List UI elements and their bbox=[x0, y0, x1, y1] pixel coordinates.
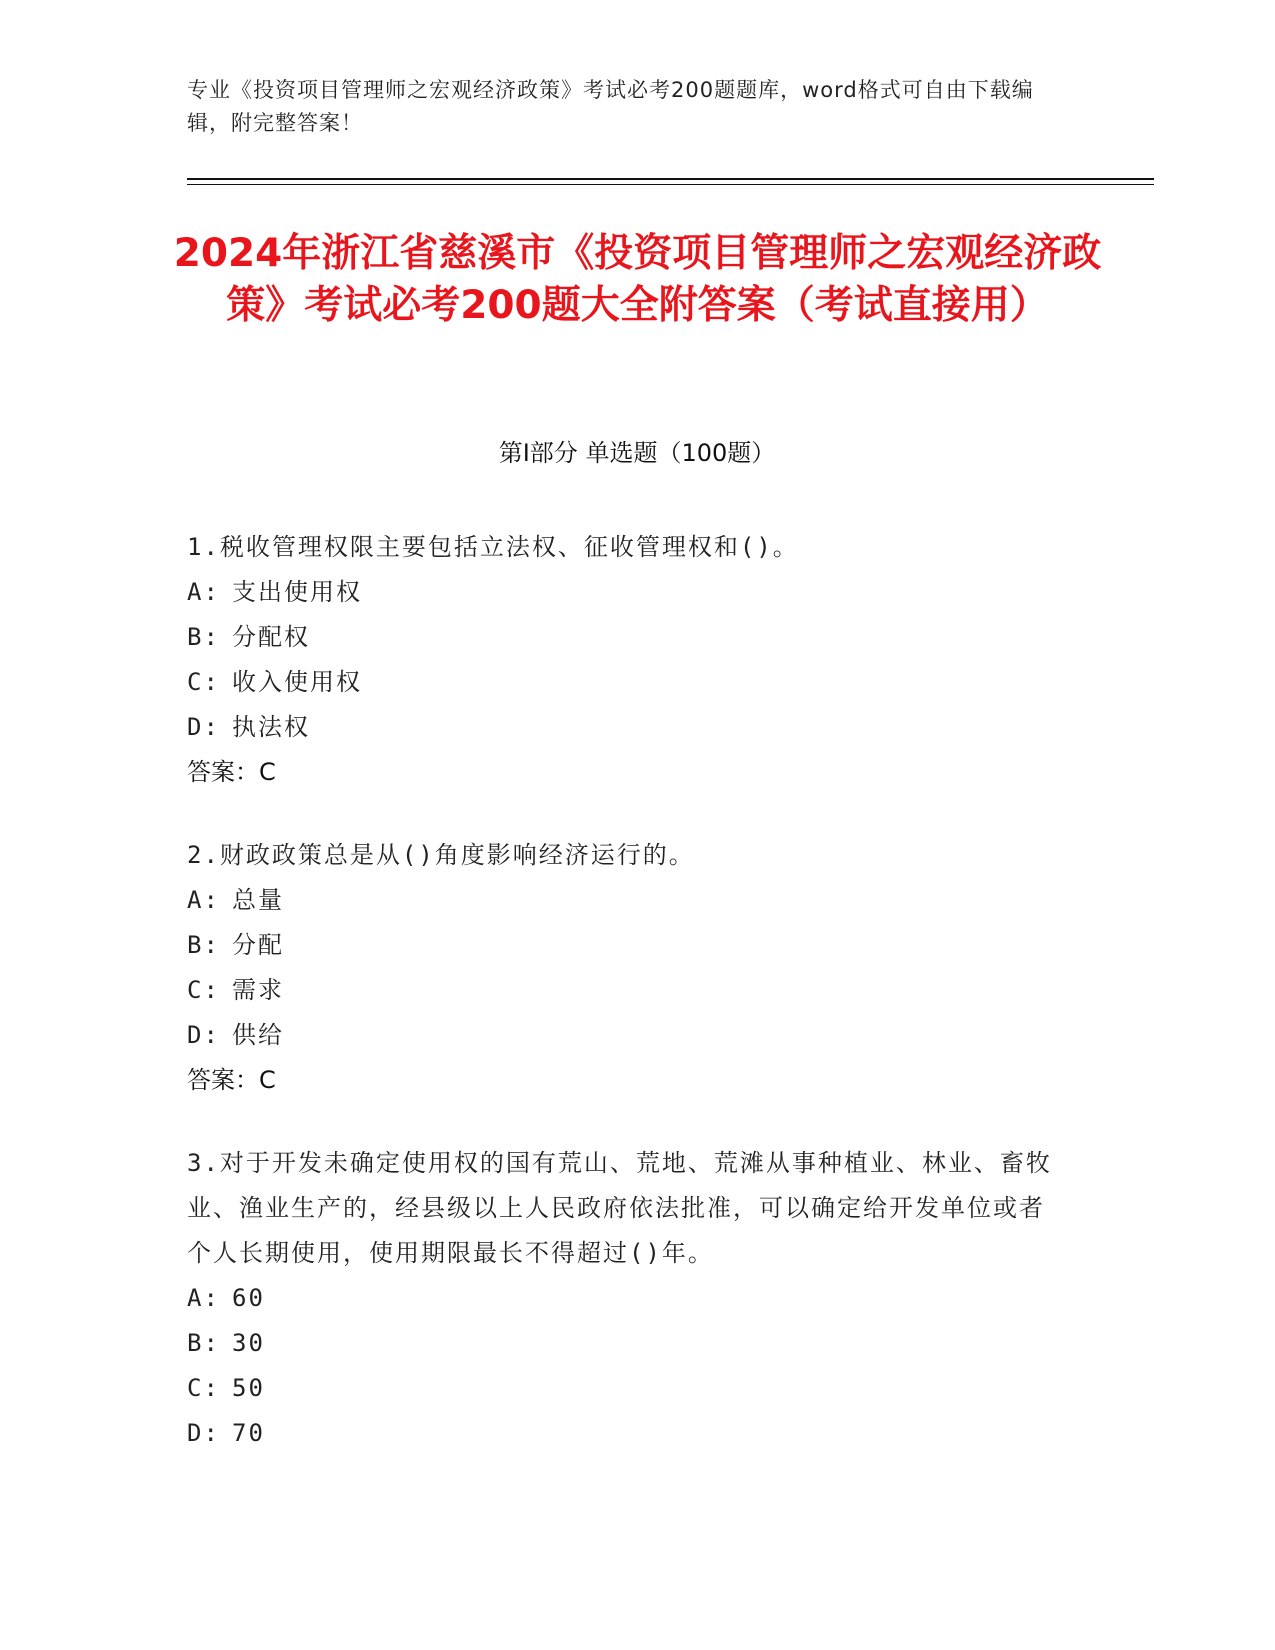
question-stem: 1.税收管理权限主要包括立法权、征收管理权和()。 bbox=[187, 533, 799, 561]
option-text: 支出使用权 bbox=[232, 578, 362, 606]
option-key: D: bbox=[187, 713, 220, 741]
option-text: 总量 bbox=[232, 886, 284, 914]
option-key: D: bbox=[187, 1021, 220, 1049]
header-divider-thin bbox=[187, 184, 1154, 185]
question-3 bbox=[187, 1141, 1067, 1456]
option-text: 供给 bbox=[232, 1021, 284, 1049]
option-b bbox=[187, 615, 1067, 660]
option-c bbox=[187, 1366, 1067, 1411]
option-c bbox=[187, 660, 1067, 705]
option-key: C: bbox=[187, 976, 220, 1004]
option-d bbox=[187, 1411, 1067, 1456]
option-key: B: bbox=[187, 931, 220, 959]
option-c bbox=[187, 968, 1067, 1013]
option-a bbox=[187, 1276, 1067, 1321]
option-text: 50 bbox=[232, 1374, 265, 1402]
option-text: 70 bbox=[232, 1419, 265, 1447]
question-list bbox=[187, 525, 1067, 1494]
question-1 bbox=[187, 525, 1067, 795]
answer: 答案：C bbox=[187, 758, 276, 786]
option-key: A: bbox=[187, 1284, 220, 1312]
option-key: C: bbox=[187, 668, 220, 696]
header-note: 专业《投资项目管理师之宏观经济政策》考试必考200题题库，word格式可自由下载编辑，附完整答案！ bbox=[187, 78, 1034, 135]
option-text: 执法权 bbox=[232, 713, 310, 741]
option-text: 需求 bbox=[232, 976, 284, 1004]
option-a bbox=[187, 878, 1067, 923]
option-b bbox=[187, 923, 1067, 968]
option-key: B: bbox=[187, 623, 220, 651]
option-text: 收入使用权 bbox=[232, 668, 362, 696]
option-text: 60 bbox=[232, 1284, 265, 1312]
option-key: C: bbox=[187, 1374, 220, 1402]
option-key: D: bbox=[187, 1419, 220, 1447]
question-stem: 2.财政政策总是从()角度影响经济运行的。 bbox=[187, 841, 695, 869]
option-text: 30 bbox=[232, 1329, 265, 1357]
option-key: A: bbox=[187, 578, 220, 606]
header-divider-thick bbox=[187, 178, 1154, 180]
option-d bbox=[187, 1013, 1067, 1058]
document-title: 2024年浙江省慈溪市《投资项目管理师之宏观经济政策》考试必考200题大全附答案（考试直接用） bbox=[173, 231, 1102, 328]
option-text: 分配 bbox=[232, 931, 284, 959]
answer: 答案：C bbox=[187, 1066, 276, 1094]
option-b bbox=[187, 1321, 1067, 1366]
section-title: 第Ⅰ部分 单选题（100题） bbox=[498, 439, 776, 467]
option-d bbox=[187, 705, 1067, 750]
option-text: 分配权 bbox=[232, 623, 310, 651]
option-key: A: bbox=[187, 886, 220, 914]
question-2 bbox=[187, 833, 1067, 1103]
question-stem: 3.对于开发未确定使用权的国有荒山、荒地、荒滩从事种植业、林业、畜牧业、渔业生产的，经县级以上人民政府依法批准，可以确定给开发单位或者个人长期使用，使用期限最长不得超过()年。 bbox=[187, 1149, 1052, 1267]
option-a bbox=[187, 570, 1067, 615]
option-key: B: bbox=[187, 1329, 220, 1357]
